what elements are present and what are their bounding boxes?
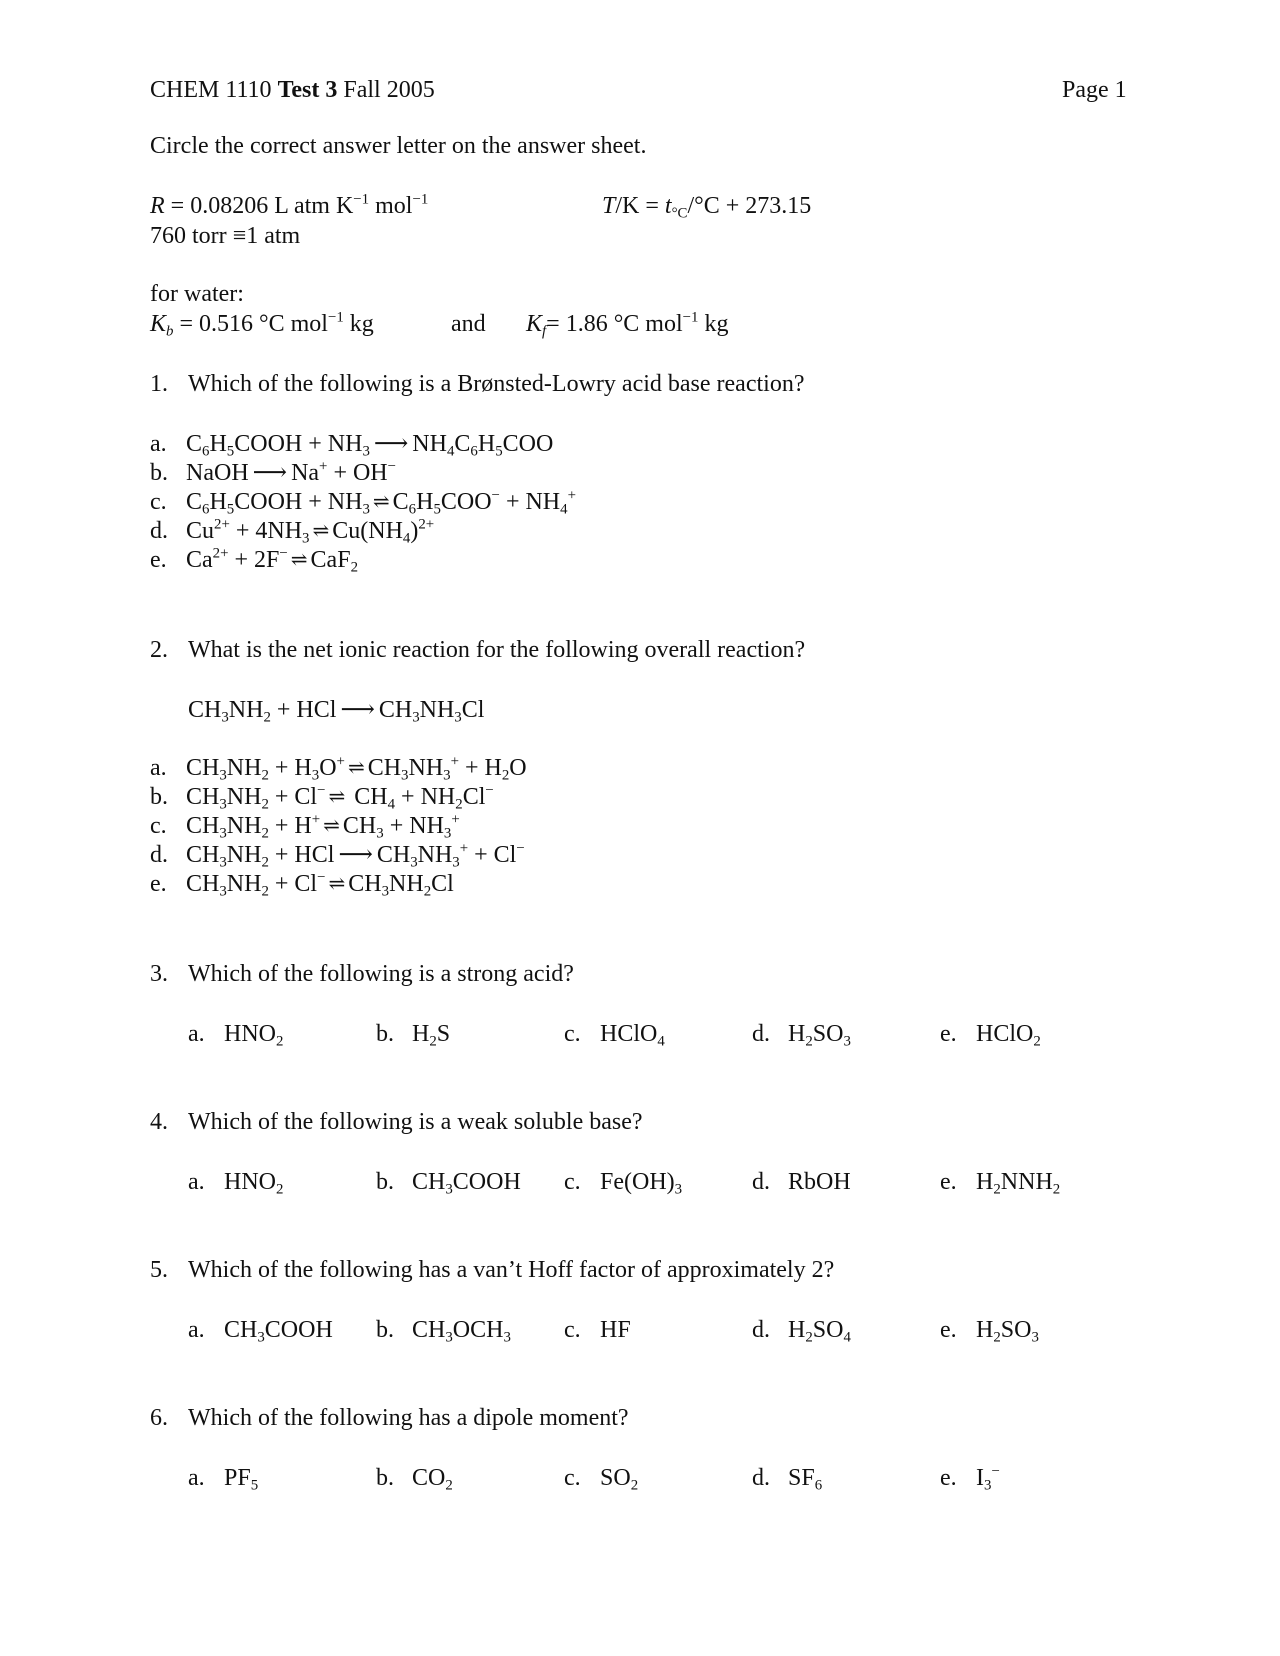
q4-option-b: b. $CH_3COOH$ [376,1169,521,1198]
equilibrium-icon: ⇌ [328,873,346,895]
q2-option-e: e. $CH_3NH_2 + Cl^-$ ⇌ $CH_3NH_2Cl$ [150,869,454,900]
page-number: Page 1 [1062,77,1127,103]
arrow-icon: ⟶ [252,460,288,486]
q3-option-d: d. $H_2SO_3$ [752,1021,851,1050]
kf-constant: $K_f= 1.86$ °C mol$^{-1}$ kg [526,309,729,340]
q6-option-e: e. $I_3^-$ [940,1463,1000,1494]
term: Fall 2005 [343,77,435,103]
q5-option-d: d. $H_2SO_4$ [752,1317,851,1346]
question-2: 2. What is the net ionic reaction for the following overall reaction? [150,637,806,663]
torr-conversion: 760 torr ≡1 atm [150,223,301,249]
instructions: Circle the correct answer letter on the answer sheet. [150,133,647,159]
course-code: CHEM 1110 [150,77,272,103]
q6-option-c: c. $SO_2$ [564,1465,639,1494]
arrow-icon: ⟶ [338,842,373,868]
equilibrium-icon: ⇌ [290,549,308,571]
kb-constant: $K_b = 0.516$ °C mol$^{-1}$ kg [150,309,374,340]
q3-option-b: b. $H_2S$ [376,1021,451,1050]
exam-header [150,78,435,102]
test-name: Test 3 [277,77,338,103]
q6-option-a: a. $PF_5$ [188,1465,259,1494]
equilibrium-icon: ⇌ [372,491,390,513]
arrow-icon: ⟶ [340,697,375,723]
q5-option-a: a. $CH_3COOH$ [188,1317,333,1346]
q1-option-a: a. $C_6H_5COOH + NH_3$ ⟶ $NH_4C_6H_5COO$ [150,431,554,460]
question-3: 3. Which of the following is a strong acid? [150,961,574,987]
q3-option-c: c. HClO$_4$ [564,1021,665,1050]
q1-option-e: e. $Ca^{2+} + 2F^-$ ⇌ CaF$_2$ [150,545,358,576]
q6-option-d: d. $SF_6$ [752,1465,823,1494]
q1-option-b: b. NaOH ⟶ Na+ + OH− [150,458,397,486]
q5-option-c: c. HF [564,1317,631,1343]
equilibrium-icon: ⇌ [312,520,330,542]
gas-constant: R = 0.08206 L atm $K^{-1}$ mol$^{-1}$ [150,191,429,219]
and-label: and [451,311,486,337]
q2-option-b: b. $CH_3NH_2 + Cl^-$ ⇌ $CH_4 + NH_2Cl^-$ [150,782,494,813]
q5-option-e: e. $H_2SO_3$ [940,1317,1039,1346]
q2-option-c: c. $CH_3NH_2 + H^+$ ⇌ $CH_3 + NH_3^+$ [150,811,460,842]
q5-option-b: b. $CH_3OCH_3$ [376,1317,511,1346]
q4-option-d: d. RbOH [752,1169,851,1195]
q2-option-d: d. $CH_3NH_2$ + HCl ⟶ $CH_3NH_3^+ + Cl^-$ [150,840,525,871]
temperature-conversion: $T/K = t_{^\circ C}/^\circ C + 273.15$ [602,193,812,222]
q4-option-c: c. $Fe(OH)_3$ [564,1169,683,1198]
equilibrium-icon: ⇌ [323,815,340,837]
question-1: 1. Which of the following is a Brønsted-Lowry acid base reaction? [150,371,805,397]
q4-option-a: a. $HNO_2$ [188,1169,284,1198]
question-6: 6. Which of the following has a dipole moment? [150,1405,629,1431]
q3-option-a: a. $HNO_2$ [188,1021,284,1050]
q3-option-e: e. HClO$_2$ [940,1021,1041,1050]
q6-option-b: b. $CO_2$ [376,1465,453,1494]
question-5: 5. Which of the following has a van’t Hoff factor of approximately 2? [150,1257,835,1283]
q2-option-a: a. $CH_3NH_2 + H_3O^+$ ⇌ $CH_3NH_3^+ + H_2O$ [150,753,527,784]
water-label: for water: [150,281,244,307]
equilibrium-icon: ⇌ [347,757,365,779]
equilibrium-icon: ⇌ [328,786,346,808]
q1-option-c: c. $C_6H_5COOH + NH_3$ ⇌ $C_6H_5COO^- + NH_4^+$ [150,487,576,518]
q1-option-d: d. $Cu^{2+} + 4NH_3$ ⇌ $Cu(NH_4)^{2+}$ [150,516,435,547]
arrow-icon: ⟶ [373,431,409,457]
question-4: 4. Which of the following is a weak soluble base? [150,1109,643,1135]
q2-overall-reaction: $CH_3NH_2$ + HCl ⟶ $CH_3NH_3Cl$ [188,697,485,726]
q4-option-e: e. $H_2NNH_2$ [940,1169,1061,1198]
